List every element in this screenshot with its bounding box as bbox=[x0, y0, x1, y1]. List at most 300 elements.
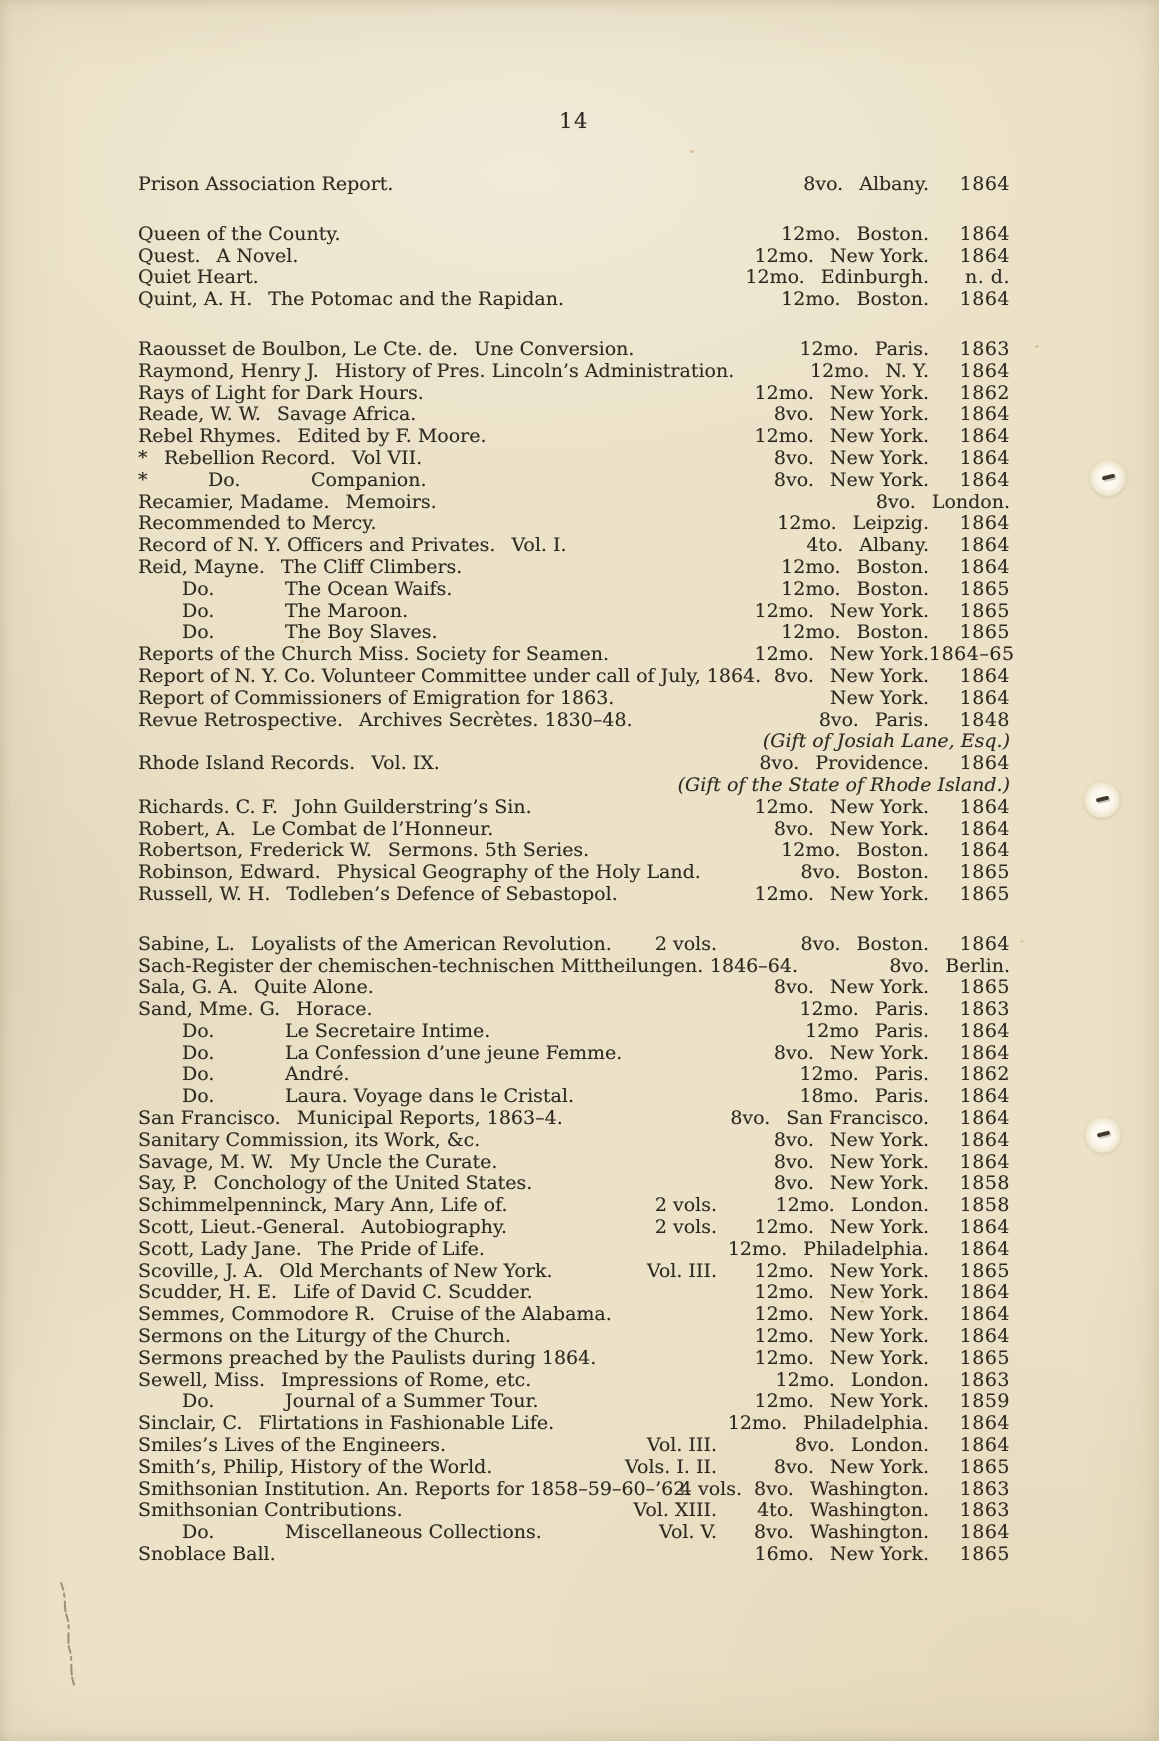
entry-format-place bbox=[729, 339, 929, 361]
entry-place: New York. bbox=[829, 686, 929, 709]
entry-year: 1863 bbox=[959, 1477, 1010, 1500]
entry-text bbox=[138, 753, 717, 775]
entry-volume-info: 2 vols. bbox=[654, 932, 717, 955]
entry-format: 16mo. bbox=[754, 1543, 814, 1566]
entry-author: Say, P. bbox=[138, 1172, 198, 1195]
entry-place: New York. bbox=[829, 1390, 929, 1413]
catalog-entry bbox=[138, 383, 1010, 405]
entry-year: 1864 bbox=[959, 932, 1010, 955]
entry-author: Rebel Rhymes. bbox=[138, 425, 282, 448]
entry-year: 1864 bbox=[959, 1281, 1010, 1304]
entry-format: 8vo. bbox=[773, 403, 814, 426]
entry-author: Do. bbox=[182, 621, 215, 644]
entry-place: London. bbox=[850, 1194, 929, 1217]
entry-text bbox=[138, 1500, 621, 1522]
entry-title: Sermons on the Liturgy of the Church. bbox=[138, 1325, 511, 1348]
gift-note-text: (Gift of the State of Rhode Island.) bbox=[677, 773, 1010, 796]
catalog-entry bbox=[138, 404, 1010, 426]
entry-place: Boston. bbox=[856, 222, 929, 245]
paper-hole bbox=[1090, 460, 1126, 496]
entry-format: 8vo. bbox=[773, 446, 814, 469]
entry-year: 1864 bbox=[959, 1434, 1010, 1457]
entry-format: 8vo. bbox=[803, 173, 844, 195]
entry-title: Queen of the County. bbox=[138, 222, 341, 245]
catalog-entry bbox=[138, 448, 1010, 470]
entry-title: Todleben’s Defence of Sebastopol. bbox=[286, 882, 618, 905]
entry-format-place bbox=[729, 1391, 929, 1413]
entry-author: Scott, Lady Jane. bbox=[138, 1237, 302, 1260]
entry-text bbox=[138, 1435, 635, 1457]
catalog-entry bbox=[138, 426, 1010, 448]
entry-title: Une Conversion. bbox=[474, 337, 635, 360]
entry-place: New York. bbox=[829, 1041, 929, 1064]
entry-format-place bbox=[729, 999, 929, 1021]
entry-format: 12mo. bbox=[754, 1346, 814, 1369]
entry-text bbox=[138, 1108, 717, 1130]
entry-year: 1864 bbox=[959, 403, 1010, 426]
entry-format: 12mo. bbox=[745, 266, 805, 289]
entry-title: John Guilderstring’s Sin. bbox=[293, 795, 532, 818]
entry-format: 18mo. bbox=[799, 1085, 859, 1108]
entry-format-place bbox=[729, 1522, 929, 1544]
entry-text bbox=[138, 601, 717, 623]
entry-title: Impressions of Rome, etc. bbox=[281, 1368, 532, 1391]
entry-year: 1864 bbox=[959, 1325, 1010, 1348]
entry-place: New York. bbox=[829, 1281, 929, 1304]
entry-place: New York. bbox=[829, 403, 929, 426]
entry-format-place bbox=[729, 535, 929, 557]
entry-format: 8vo. bbox=[773, 1455, 814, 1478]
catalog-entry bbox=[138, 1413, 1010, 1435]
catalog-entry bbox=[138, 753, 1010, 775]
entry-format: 8vo. bbox=[759, 752, 800, 775]
entry-title: A Novel. bbox=[216, 244, 299, 267]
catalog-entry bbox=[138, 1173, 1010, 1195]
catalog-entry bbox=[138, 1500, 1010, 1522]
catalog-entry bbox=[138, 1479, 1010, 1501]
entry-year: 1864 bbox=[959, 534, 1010, 557]
catalog-entry bbox=[138, 622, 1010, 644]
entry-place: Philadelphia. bbox=[803, 1412, 929, 1435]
entry-year: 1864 bbox=[959, 1041, 1010, 1064]
entry-text bbox=[138, 819, 717, 841]
entry-year: 1865 bbox=[959, 1259, 1010, 1282]
entry-place: Washington. bbox=[809, 1477, 929, 1500]
entry-year: 1862 bbox=[959, 381, 1010, 404]
entry-author: Savage, M. W. bbox=[138, 1150, 274, 1173]
entry-year: 1864 bbox=[959, 752, 1010, 775]
entry-title: Conchology of the United States. bbox=[213, 1172, 533, 1195]
entry-format: 8vo. bbox=[889, 954, 930, 977]
entry-format: 8vo. bbox=[818, 708, 859, 731]
entry-author: Quint, A. H. bbox=[138, 288, 253, 311]
entry-text bbox=[138, 1130, 717, 1152]
entry-author: Semmes, Commodore R. bbox=[138, 1303, 376, 1326]
entry-format-place bbox=[729, 644, 929, 666]
entry-format-place bbox=[754, 1479, 929, 1501]
entry-title: Old Merchants of New York. bbox=[279, 1259, 553, 1282]
entry-volume-info: 2 vols. bbox=[654, 1194, 717, 1217]
entry-author: Sinclair, C. bbox=[138, 1412, 243, 1435]
entry-year: 1864 bbox=[959, 817, 1010, 840]
gift-note bbox=[138, 731, 1010, 753]
entry-year: 1864 bbox=[959, 425, 1010, 448]
catalog-entry bbox=[138, 666, 1010, 688]
entry-year: 1864 bbox=[959, 1128, 1010, 1151]
entry-format: 8vo. bbox=[800, 932, 841, 955]
entry-format: 8vo. bbox=[754, 1521, 794, 1544]
entry-title: Le Combat de l’Honneur. bbox=[251, 817, 494, 840]
entry-title: Schimmelpenninck, Mary Ann, Life of. bbox=[138, 1194, 508, 1217]
entry-text bbox=[138, 1304, 717, 1326]
entry-author: Do. bbox=[182, 577, 215, 600]
entry-format: 12mo. bbox=[781, 222, 841, 245]
entry-format-place bbox=[729, 426, 929, 448]
entry-format: 12mo. bbox=[781, 288, 841, 311]
catalog-entry bbox=[138, 1108, 1010, 1130]
entry-format: 12mo. bbox=[754, 425, 814, 448]
entry-format: 12mo. bbox=[781, 839, 841, 862]
entry-text bbox=[138, 1477, 692, 1501]
entry-year: 1862 bbox=[959, 1063, 1010, 1086]
entry-author: Scudder, H. E. bbox=[138, 1281, 278, 1304]
entry-author: Sala, G. A. bbox=[138, 976, 239, 999]
entry-title: Quite Alone. bbox=[254, 976, 374, 999]
entry-author: Robertson, Frederick W. bbox=[138, 839, 372, 862]
entry-format-place bbox=[729, 1435, 929, 1457]
entry-star-marker: * bbox=[138, 446, 148, 469]
catalog-entry bbox=[138, 289, 1010, 311]
entry-place: Paris. bbox=[874, 1019, 929, 1042]
entry-place: London. bbox=[850, 1368, 929, 1391]
entry-year: 1864 bbox=[959, 555, 1010, 578]
entry-format-place bbox=[810, 492, 1010, 514]
entry-place: New York. bbox=[829, 1128, 929, 1151]
entry-text bbox=[138, 470, 717, 492]
entry-text bbox=[138, 954, 704, 978]
entry-title: The Potomac and the Rapidan. bbox=[268, 288, 565, 311]
entry-author: Sewell, Miss. bbox=[138, 1368, 266, 1391]
entry-volume-info: Vol. V. bbox=[658, 1521, 717, 1544]
entry-year: n. d. bbox=[964, 266, 1010, 289]
entry-author: Reid, Mayne. bbox=[138, 555, 265, 578]
entry-title: Smithsonian Institution. An. Reports for 1858–59–60–’62. bbox=[138, 1477, 692, 1500]
page-number: 14 bbox=[559, 109, 589, 133]
entry-place: Boston. bbox=[856, 621, 929, 644]
entry-text bbox=[138, 688, 717, 710]
entry-text bbox=[138, 1217, 643, 1239]
entry-format: 12mo. bbox=[775, 1368, 835, 1391]
catalog-entry bbox=[138, 977, 1010, 999]
entry-year: 1864 bbox=[959, 1521, 1010, 1544]
entry-format: 12mo. bbox=[727, 1237, 788, 1260]
entry-format-place bbox=[729, 819, 929, 841]
catalog-entry bbox=[138, 224, 1010, 246]
entry-text bbox=[138, 1522, 647, 1544]
entry-format: 12mo. bbox=[754, 1303, 814, 1326]
entry-title: The Pride of Life. bbox=[317, 1237, 485, 1260]
entry-text bbox=[138, 1544, 717, 1566]
entry-text bbox=[138, 1064, 717, 1086]
entry-format: 8vo. bbox=[754, 1477, 794, 1500]
entry-text bbox=[138, 644, 717, 666]
entry-volume-info: Vol. III. bbox=[646, 1434, 717, 1457]
entry-year: 1865 bbox=[959, 621, 1010, 644]
entry-place: Paris. bbox=[874, 708, 929, 731]
entry-format: 8vo. bbox=[730, 1107, 771, 1130]
entry-text bbox=[138, 361, 798, 383]
entry-author: Record of N. Y. Officers and Privates. bbox=[138, 534, 496, 557]
entry-format: 12mo. bbox=[799, 337, 859, 360]
entry-place: New York. bbox=[829, 599, 929, 622]
entry-volume-info: 4 vols. bbox=[679, 1477, 742, 1500]
entry-year: 1864 bbox=[959, 173, 1010, 195]
entry-format-place bbox=[729, 1130, 929, 1152]
catalog-entry bbox=[138, 1043, 1010, 1065]
entry-format-place bbox=[729, 1064, 929, 1086]
entry-place: Boston. bbox=[856, 861, 929, 884]
entry-volume-info: Vols. I. II. bbox=[625, 1455, 717, 1478]
entry-title: Sermons preached by the Paulists during 1864. bbox=[138, 1346, 597, 1369]
catalog-entry bbox=[138, 579, 1010, 601]
entry-format: 8vo. bbox=[773, 976, 814, 999]
catalog-entry bbox=[138, 361, 1010, 383]
catalog-entry bbox=[138, 1348, 1010, 1370]
entry-format-place bbox=[729, 1043, 929, 1065]
entry-text bbox=[138, 426, 717, 448]
entry-volume-info: 1846–64. bbox=[709, 954, 798, 977]
catalog-entry bbox=[138, 1130, 1010, 1152]
entry-author: Do. bbox=[182, 599, 215, 622]
entry-year: 1864 bbox=[959, 1303, 1010, 1326]
entry-place: Paris. bbox=[874, 337, 929, 360]
catalog-entry bbox=[138, 934, 1010, 956]
catalog-entry bbox=[138, 643, 1015, 666]
catalog-entry bbox=[138, 884, 1010, 906]
gift-note-text: (Gift of Josiah Lane, Esq.) bbox=[762, 730, 1010, 753]
entry-format-place bbox=[729, 267, 929, 289]
entry-format: 8vo. bbox=[773, 468, 814, 491]
entry-text bbox=[138, 1326, 717, 1348]
entry-place: N. Y. bbox=[885, 359, 929, 382]
entry-text bbox=[138, 797, 717, 819]
entry-year: 1864 bbox=[959, 686, 1010, 709]
entry-volume-info: 2 vols. bbox=[654, 1216, 717, 1239]
entry-text bbox=[138, 1173, 717, 1195]
entry-text bbox=[138, 224, 717, 246]
paper-hole bbox=[1085, 1117, 1121, 1153]
catalog-entry bbox=[138, 1282, 1010, 1304]
entry-author: Do. bbox=[182, 1063, 215, 1086]
entry-format-place bbox=[729, 1086, 929, 1108]
entry-format-place bbox=[729, 224, 929, 246]
entry-place: Boston. bbox=[856, 577, 929, 600]
catalog-entry bbox=[138, 999, 1010, 1021]
entry-format: 8vo. bbox=[773, 1172, 814, 1195]
catalog-entry bbox=[138, 174, 1010, 196]
entry-place: New York. bbox=[829, 882, 929, 905]
entry-title: Sach-Register der chemischen-technischen Mittheilungen. bbox=[138, 954, 704, 977]
entry-text bbox=[138, 579, 717, 601]
entry-author: Scott, Lieut.-General. bbox=[138, 1216, 346, 1239]
entry-format: 12mo. bbox=[777, 512, 837, 535]
entry-text bbox=[138, 246, 717, 268]
entry-format-place bbox=[729, 934, 929, 956]
entry-title: The Ocean Waifs. bbox=[285, 577, 453, 600]
entry-title: Autobiography. bbox=[361, 1216, 508, 1239]
entry-year: 1864 bbox=[959, 288, 1010, 311]
entry-year: 1864 bbox=[959, 222, 1010, 245]
entry-format-place bbox=[729, 246, 929, 268]
entry-year: 1864 bbox=[959, 664, 1010, 687]
entry-text bbox=[138, 174, 717, 196]
entry-text bbox=[138, 289, 717, 311]
entry-format: 12mo. bbox=[781, 555, 841, 578]
entry-year: 1865 bbox=[959, 976, 1010, 999]
entry-format-place bbox=[729, 470, 929, 492]
entry-title: Companion. bbox=[311, 468, 427, 491]
entry-format-place bbox=[729, 1500, 929, 1522]
entry-place: New York. bbox=[829, 446, 929, 469]
entry-format: 12mo. bbox=[754, 1216, 814, 1239]
entry-format-place bbox=[729, 622, 929, 644]
entry-year: 1864 bbox=[959, 1237, 1010, 1260]
entry-text bbox=[138, 840, 717, 862]
catalog-entry bbox=[138, 1195, 1010, 1217]
entry-title: The Cliff Climbers. bbox=[280, 555, 463, 578]
entry-format: 12mo. bbox=[754, 1281, 814, 1304]
entry-place: New York. bbox=[829, 381, 929, 404]
entry-place: Philadelphia. bbox=[803, 1237, 929, 1260]
entry-text bbox=[138, 557, 717, 579]
entry-text bbox=[138, 1370, 717, 1392]
catalog-entry bbox=[138, 246, 1010, 268]
entry-format-place bbox=[729, 174, 929, 196]
entry-place: Albany. bbox=[859, 173, 929, 195]
catalog-entry bbox=[138, 797, 1010, 819]
entry-author: Do. bbox=[208, 468, 241, 491]
entry-title: The Boy Slaves. bbox=[285, 621, 438, 644]
entry-title: Le Secretaire Intime. bbox=[285, 1019, 491, 1042]
entry-format: 12mo. bbox=[754, 1259, 814, 1282]
entry-year: 1863 bbox=[959, 337, 1010, 360]
entry-year: 1864 bbox=[959, 1412, 1010, 1435]
entry-text bbox=[138, 492, 798, 514]
entry-year: 1864 bbox=[959, 1150, 1010, 1173]
entry-place: London. bbox=[931, 490, 1010, 513]
entry-place: Boston. bbox=[856, 288, 929, 311]
catalog-entry bbox=[138, 1522, 1010, 1544]
entry-format: 12mo. bbox=[799, 998, 859, 1021]
entry-text bbox=[138, 1195, 643, 1217]
entry-format: 4to. bbox=[757, 1499, 794, 1522]
entry-format-place bbox=[729, 688, 929, 710]
entry-format-place bbox=[729, 840, 929, 862]
entry-author: Reade, W. W. bbox=[138, 403, 261, 426]
entry-format-place bbox=[729, 1152, 929, 1174]
entry-place: New York. bbox=[829, 1216, 929, 1239]
catalog-entry bbox=[138, 862, 1010, 884]
entry-format: 12mo. bbox=[754, 244, 814, 267]
entry-year: 1863 bbox=[959, 1368, 1010, 1391]
catalog-entry bbox=[138, 513, 1010, 535]
entry-title: Snoblace Ball. bbox=[138, 1543, 276, 1566]
entry-author: Do. bbox=[182, 1390, 215, 1413]
entry-title: Life of David C. Scudder. bbox=[293, 1281, 533, 1304]
entry-title: My Uncle the Curate. bbox=[289, 1150, 498, 1173]
entry-place: New York. bbox=[829, 795, 929, 818]
entry-place: New York. bbox=[829, 1455, 929, 1478]
entry-year: 1863 bbox=[959, 998, 1010, 1021]
entry-author: Revue Retrospective. bbox=[138, 708, 344, 731]
entry-title: Rays of Light for Dark Hours. bbox=[138, 381, 424, 404]
catalog-entry bbox=[138, 1152, 1010, 1174]
entry-author: Scoville, J. A. bbox=[138, 1259, 264, 1282]
entry-title: Quiet Heart. bbox=[138, 266, 259, 289]
catalog-entry bbox=[138, 956, 1010, 978]
catalog-entry bbox=[138, 1544, 1010, 1566]
entry-text bbox=[138, 999, 717, 1021]
entry-place: Providence. bbox=[815, 752, 929, 775]
entry-title: Horace. bbox=[296, 998, 373, 1021]
entry-format-place bbox=[729, 1282, 929, 1304]
entry-author: Richards. C. F. bbox=[138, 795, 278, 818]
entry-place: New York. bbox=[829, 643, 929, 666]
catalog-entry bbox=[138, 1370, 1010, 1392]
entry-year: 1865 bbox=[959, 1455, 1010, 1478]
entry-place: Washington. bbox=[809, 1521, 929, 1544]
entry-title: Physical Geography of the Holy Land. bbox=[336, 861, 701, 884]
entry-format: 8vo. bbox=[875, 490, 916, 513]
entry-title: Savage Africa. bbox=[276, 403, 417, 426]
entry-year: 1864 bbox=[959, 1216, 1010, 1239]
entry-author: Robert, A. bbox=[138, 817, 236, 840]
entry-author: Raousset de Boulbon, Le Cte. de. bbox=[138, 337, 459, 360]
catalog-entry bbox=[138, 710, 1010, 732]
entry-place: Boston. bbox=[856, 839, 929, 862]
entry-text bbox=[138, 710, 717, 732]
entry-author: Do. bbox=[182, 1085, 215, 1108]
entry-format: 12mo. bbox=[754, 643, 814, 666]
catalog-entry bbox=[138, 339, 1010, 361]
entry-format: 12mo. bbox=[775, 1194, 835, 1217]
entry-title: Prison Association Report. bbox=[138, 173, 394, 195]
catalog-entry bbox=[138, 1239, 1010, 1261]
entry-place: Paris. bbox=[874, 1085, 929, 1108]
entry-title: Reports of the Church Miss. Society for Seamen. bbox=[138, 643, 609, 666]
entry-title: Smithsonian Contributions. bbox=[138, 1499, 403, 1522]
catalog-entry bbox=[138, 470, 1010, 492]
entry-place: Boston. bbox=[856, 932, 929, 955]
entry-format-place bbox=[729, 1544, 929, 1566]
entry-year: 1865 bbox=[959, 882, 1010, 905]
entry-place: Paris. bbox=[874, 998, 929, 1021]
entry-text bbox=[138, 1021, 717, 1043]
entry-text bbox=[138, 862, 717, 884]
entry-title: Loyalists of the American Revolution. bbox=[250, 932, 612, 955]
entry-format: 12mo. bbox=[799, 1063, 859, 1086]
entry-format-place bbox=[729, 557, 929, 579]
entry-format-place bbox=[729, 710, 929, 732]
entry-text bbox=[138, 1391, 717, 1413]
entry-text bbox=[138, 1239, 717, 1261]
entry-format: 8vo. bbox=[773, 1128, 814, 1151]
catalog-entry bbox=[138, 688, 1010, 710]
entry-year: 1858 bbox=[959, 1172, 1010, 1195]
catalog-entry bbox=[138, 1261, 1010, 1283]
paper-speck bbox=[690, 150, 694, 153]
entry-format-place bbox=[729, 1173, 929, 1195]
